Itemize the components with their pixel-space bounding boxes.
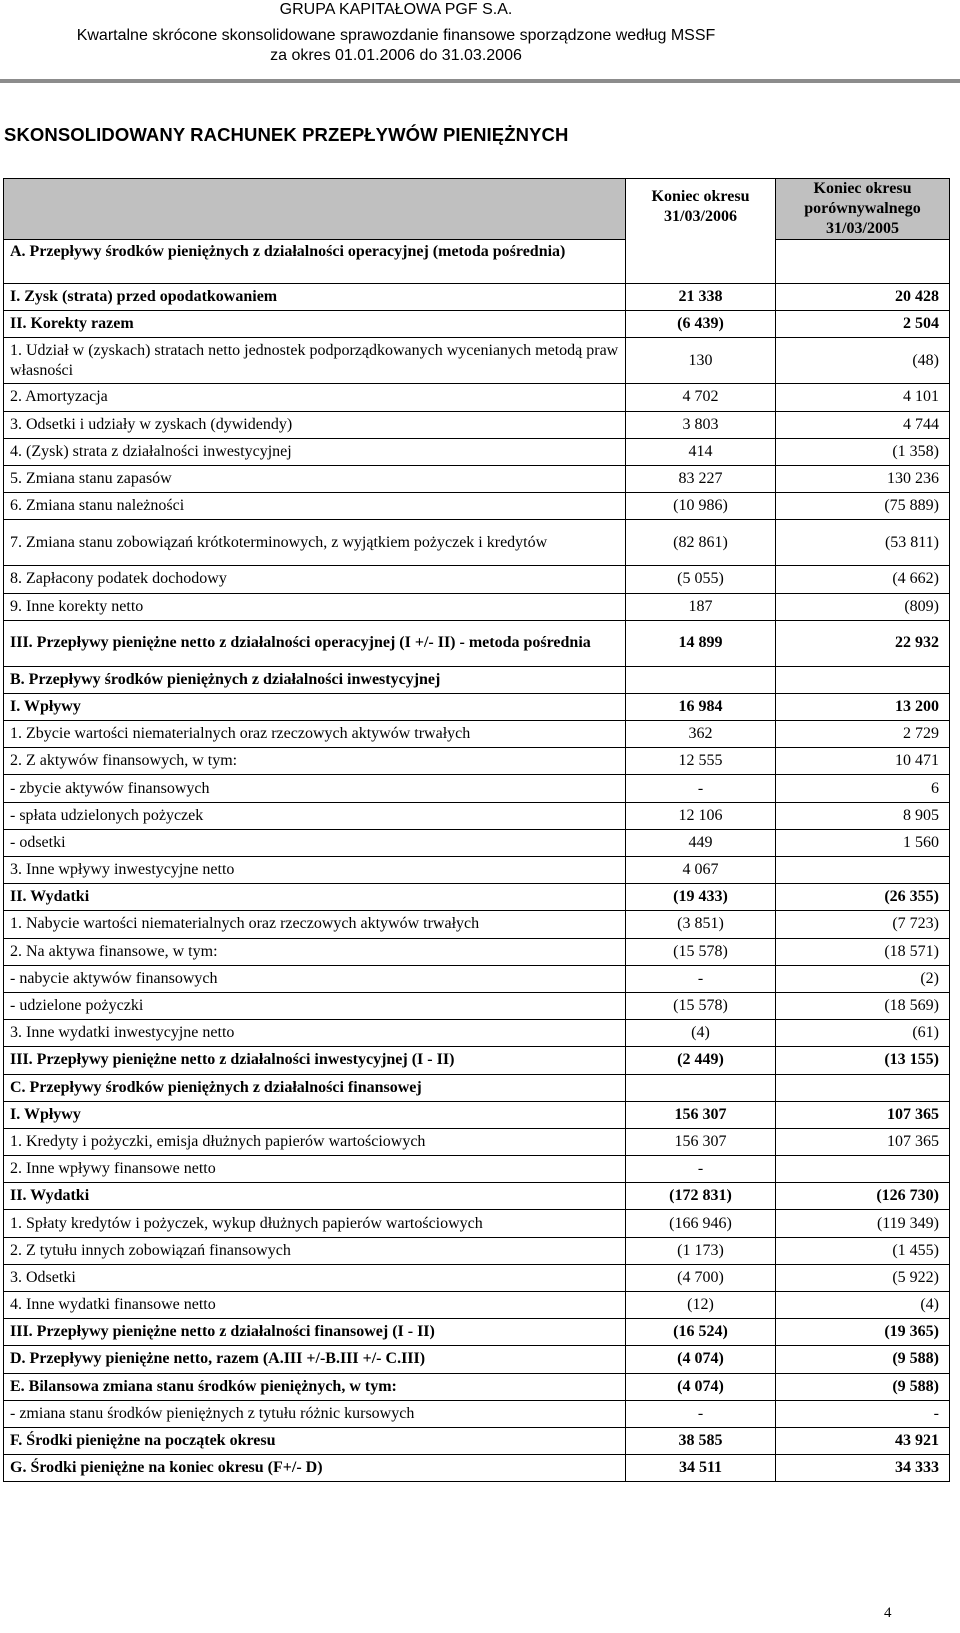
table-row <box>4 411 950 438</box>
value-comparative: (13 155) <box>776 1047 950 1074</box>
cash-flow-table <box>3 178 950 1482</box>
value-comparative <box>776 1156 950 1183</box>
value-current: (4 074) <box>626 1373 776 1400</box>
column-header-current: Koniec okresu 31/03/2006 <box>626 179 776 284</box>
value-current: (15 578) <box>626 938 776 965</box>
table-row <box>4 520 950 566</box>
row-label: 2. Z tytułu innych zobowiązań finansowych <box>4 1237 626 1264</box>
row-label: B. Przepływy środków pieniężnych z działalności inwestycyjnej <box>4 666 626 693</box>
row-label: F. Środki pieniężne na początek okresu <box>4 1427 626 1454</box>
row-label: 1. Udział w (zyskach) stratach netto jednostek podporządkowanych wycenianych metodą praw własności <box>4 338 626 384</box>
value-current: 83 227 <box>626 465 776 492</box>
value-comparative: (1 455) <box>776 1237 950 1264</box>
row-label: 5. Zmiana stanu zapasów <box>4 465 626 492</box>
value-comparative: 130 236 <box>776 465 950 492</box>
value-comparative: (9 588) <box>776 1346 950 1373</box>
row-label: 2. Z aktywów finansowych, w tym: <box>4 748 626 775</box>
table-row <box>4 311 950 338</box>
value-comparative: (9 588) <box>776 1373 950 1400</box>
value-comparative: (1 358) <box>776 438 950 465</box>
value-comparative: (7 723) <box>776 911 950 938</box>
value-current: (82 861) <box>626 520 776 566</box>
table-row <box>4 284 950 311</box>
row-label: 2. Amortyzacja <box>4 384 626 411</box>
value-comparative: 107 365 <box>776 1101 950 1128</box>
value-current: (16 524) <box>626 1319 776 1346</box>
value-current: 156 307 <box>626 1101 776 1128</box>
row-label: I. Wpływy <box>4 1101 626 1128</box>
value-current: 16 984 <box>626 693 776 720</box>
row-label: 1. Nabycie wartości niematerialnych oraz rzeczowych aktywów trwałych <box>4 911 626 938</box>
value-current: - <box>626 775 776 802</box>
table-row <box>4 384 950 411</box>
page-title: SKONSOLIDOWANY RACHUNEK PRZEPŁYWÓW PIENIĘŻNYCH <box>4 124 569 145</box>
table-row <box>4 1128 950 1155</box>
header-divider <box>0 79 960 83</box>
report-period: za okres 01.01.2006 do 31.03.2006 <box>270 47 522 64</box>
table-row <box>4 566 950 593</box>
table-row <box>4 829 950 856</box>
table-row <box>4 1455 950 1482</box>
row-label: I. Wpływy <box>4 693 626 720</box>
value-current: - <box>626 1400 776 1427</box>
row-label: 6. Zmiana stanu należności <box>4 493 626 520</box>
value-comparative: (18 569) <box>776 992 950 1019</box>
column-header-comparative: Koniec okresu porównywalnego 31/03/2005 <box>776 179 950 240</box>
value-comparative: 20 428 <box>776 284 950 311</box>
value-current: 130 <box>626 338 776 384</box>
value-comparative: 22 932 <box>776 620 950 666</box>
value-comparative: 13 200 <box>776 693 950 720</box>
value-current: 449 <box>626 829 776 856</box>
table-row <box>4 493 950 520</box>
row-label: 4. (Zysk) strata z działalności inwestycyjnej <box>4 438 626 465</box>
row-label: I. Zysk (strata) przed opodatkowaniem <box>4 284 626 311</box>
company-name: GRUPA KAPITAŁOWA PGF S.A. <box>279 1 513 18</box>
table-row <box>4 1427 950 1454</box>
value-comparative: (4) <box>776 1292 950 1319</box>
table-row <box>4 620 950 666</box>
row-label: 7. Zmiana stanu zobowiązań krótkoterminowych, z wyjątkiem pożyczek i kredytów <box>4 520 626 566</box>
table-row <box>4 1319 950 1346</box>
value-current: (19 433) <box>626 884 776 911</box>
row-label: 1. Kredyty i pożyczki, emisja dłużnych papierów wartościowych <box>4 1128 626 1155</box>
table-row <box>4 748 950 775</box>
row-label: II. Korekty razem <box>4 311 626 338</box>
value-comparative: (18 571) <box>776 938 950 965</box>
value-comparative: (5 922) <box>776 1264 950 1291</box>
value-current: (2 449) <box>626 1047 776 1074</box>
value-current: 12 106 <box>626 802 776 829</box>
row-label: 4. Inne wydatki finansowe netto <box>4 1292 626 1319</box>
table-row <box>4 775 950 802</box>
value-current: 414 <box>626 438 776 465</box>
value-comparative: 1 560 <box>776 829 950 856</box>
value-comparative: (53 811) <box>776 520 950 566</box>
row-label: II. Wydatki <box>4 884 626 911</box>
report-name: Kwartalne skrócone skonsolidowane sprawozdanie finansowe sporządzone według MSSF <box>76 27 716 44</box>
row-label: - spłata udzielonych pożyczek <box>4 802 626 829</box>
value-current: (10 986) <box>626 493 776 520</box>
table-row <box>4 1237 950 1264</box>
value-current: 156 307 <box>626 1128 776 1155</box>
row-label: 2. Na aktywa finansowe, w tym: <box>4 938 626 965</box>
value-current: 4 067 <box>626 857 776 884</box>
table-row <box>4 338 950 384</box>
row-label: 8. Zapłacony podatek dochodowy <box>4 566 626 593</box>
value-comparative: 4 101 <box>776 384 950 411</box>
section-a-row <box>4 240 950 284</box>
header-label-cell <box>4 179 626 240</box>
row-label: 3. Odsetki i udziały w zyskach (dywidendy) <box>4 411 626 438</box>
value-current: 4 702 <box>626 384 776 411</box>
table-row <box>4 884 950 911</box>
row-label: - zmiana stanu środków pieniężnych z tytułu różnic kursowych <box>4 1400 626 1427</box>
page-number: 4 <box>884 1605 892 1621</box>
row-label: III. Przepływy pieniężne netto z działalności operacyjnej (I +/- II) - metoda pośrednia <box>4 620 626 666</box>
row-label: 3. Inne wydatki inwestycyjne netto <box>4 1020 626 1047</box>
table-row <box>4 1074 950 1101</box>
value-current: 362 <box>626 721 776 748</box>
row-label: 3. Inne wpływy inwestycyjne netto <box>4 857 626 884</box>
value-current: (15 578) <box>626 992 776 1019</box>
value-comparative: (4 662) <box>776 566 950 593</box>
row-label: III. Przepływy pieniężne netto z działalności inwestycyjnej (I - II) <box>4 1047 626 1074</box>
table-row <box>4 465 950 492</box>
table-row <box>4 1292 950 1319</box>
table-row <box>4 965 950 992</box>
row-label: 1. Spłaty kredytów i pożyczek, wykup dłużnych papierów wartościowych <box>4 1210 626 1237</box>
value-comparative: (809) <box>776 593 950 620</box>
value-current <box>626 1074 776 1101</box>
value-current <box>626 666 776 693</box>
document-header <box>0 0 792 66</box>
row-label: - zbycie aktywów finansowych <box>4 775 626 802</box>
value-current: (4) <box>626 1020 776 1047</box>
table-row <box>4 1210 950 1237</box>
value-comparative: 43 921 <box>776 1427 950 1454</box>
value-comparative: 8 905 <box>776 802 950 829</box>
table-row <box>4 1400 950 1427</box>
table-row <box>4 1264 950 1291</box>
section-a-title: A. Przepływy środków pieniężnych z działalności operacyjnej (metoda pośrednia) <box>4 240 626 284</box>
value-comparative: 4 744 <box>776 411 950 438</box>
row-label: III. Przepływy pieniężne netto z działalności finansowej (I - II) <box>4 1319 626 1346</box>
value-comparative: 34 333 <box>776 1455 950 1482</box>
value-comparative: (119 349) <box>776 1210 950 1237</box>
row-label: D. Przepływy pieniężne netto, razem (A.III +/-B.III +/- C.III) <box>4 1346 626 1373</box>
table-row <box>4 1346 950 1373</box>
value-comparative <box>776 857 950 884</box>
value-comparative: (19 365) <box>776 1319 950 1346</box>
empty-cell <box>776 240 950 284</box>
value-current: (1 173) <box>626 1237 776 1264</box>
table-row <box>4 1047 950 1074</box>
value-comparative: (2) <box>776 965 950 992</box>
table-row <box>4 721 950 748</box>
table-row <box>4 593 950 620</box>
table-row <box>4 802 950 829</box>
row-label: II. Wydatki <box>4 1183 626 1210</box>
value-current: (172 831) <box>626 1183 776 1210</box>
value-comparative: 6 <box>776 775 950 802</box>
value-current: 38 585 <box>626 1427 776 1454</box>
value-current: 34 511 <box>626 1455 776 1482</box>
row-label: 2. Inne wpływy finansowe netto <box>4 1156 626 1183</box>
value-current: (6 439) <box>626 311 776 338</box>
table-row <box>4 992 950 1019</box>
value-current: - <box>626 965 776 992</box>
value-comparative: (75 889) <box>776 493 950 520</box>
row-label: - odsetki <box>4 829 626 856</box>
value-current: (5 055) <box>626 566 776 593</box>
value-current: (4 074) <box>626 1346 776 1373</box>
value-current: 12 555 <box>626 748 776 775</box>
value-comparative: (48) <box>776 338 950 384</box>
value-comparative: 107 365 <box>776 1128 950 1155</box>
row-label: E. Bilansowa zmiana stanu środków pieniężnych, w tym: <box>4 1373 626 1400</box>
table-row <box>4 938 950 965</box>
value-comparative: 2 504 <box>776 311 950 338</box>
row-label: 1. Zbycie wartości niematerialnych oraz rzeczowych aktywów trwałych <box>4 721 626 748</box>
value-current: (4 700) <box>626 1264 776 1291</box>
value-comparative: - <box>776 1400 950 1427</box>
value-comparative: (61) <box>776 1020 950 1047</box>
value-current: - <box>626 1156 776 1183</box>
row-label: - udzielone pożyczki <box>4 992 626 1019</box>
table-row <box>4 666 950 693</box>
table-row <box>4 693 950 720</box>
header-row <box>4 179 950 240</box>
row-label: 9. Inne korekty netto <box>4 593 626 620</box>
value-current: 187 <box>626 593 776 620</box>
value-current: 21 338 <box>626 284 776 311</box>
value-comparative <box>776 666 950 693</box>
value-current: 3 803 <box>626 411 776 438</box>
row-label: C. Przepływy środków pieniężnych z działalności finansowej <box>4 1074 626 1101</box>
row-label: - nabycie aktywów finansowych <box>4 965 626 992</box>
table-row <box>4 911 950 938</box>
value-comparative: 10 471 <box>776 748 950 775</box>
value-current: (166 946) <box>626 1210 776 1237</box>
value-current: (12) <box>626 1292 776 1319</box>
row-label: G. Środki pieniężne na koniec okresu (F+/- D) <box>4 1455 626 1482</box>
table-row <box>4 1183 950 1210</box>
table-row <box>4 438 950 465</box>
value-comparative: (26 355) <box>776 884 950 911</box>
table-row <box>4 1020 950 1047</box>
table-row <box>4 857 950 884</box>
table-row <box>4 1156 950 1183</box>
value-comparative <box>776 1074 950 1101</box>
table-row <box>4 1373 950 1400</box>
value-comparative: 2 729 <box>776 721 950 748</box>
value-comparative: (126 730) <box>776 1183 950 1210</box>
table-row <box>4 1101 950 1128</box>
value-current: (3 851) <box>626 911 776 938</box>
row-label: 3. Odsetki <box>4 1264 626 1291</box>
value-current: 14 899 <box>626 620 776 666</box>
